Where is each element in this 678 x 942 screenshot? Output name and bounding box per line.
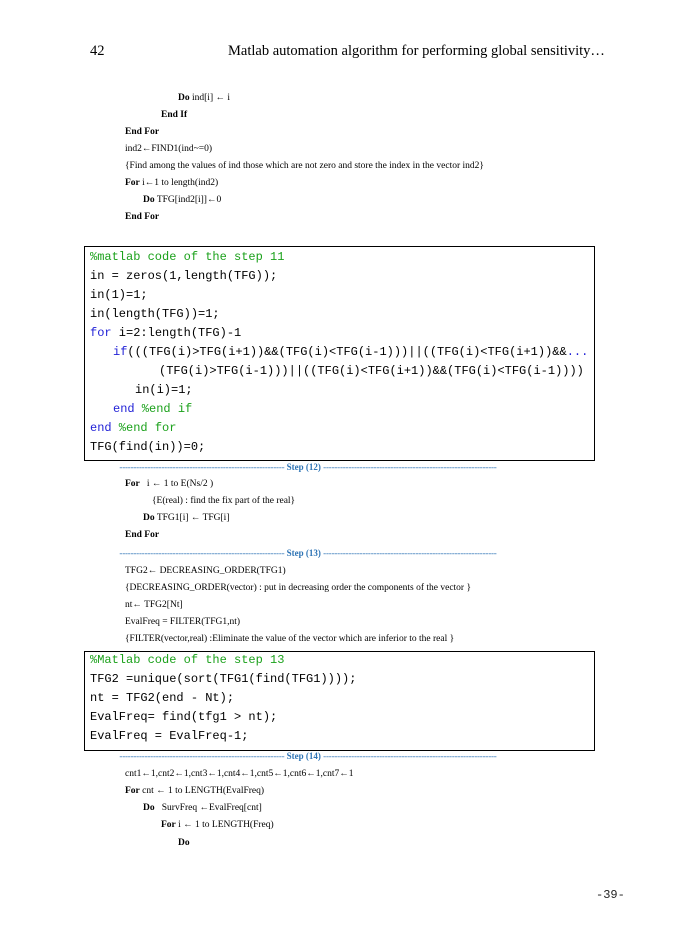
pseudo-line (178, 93, 230, 103)
code-keyword: for (90, 326, 112, 340)
keyword: For (125, 178, 140, 188)
code-line (113, 345, 588, 359)
code-line (113, 402, 192, 416)
code-line: TFG(find(in))=0; (90, 440, 206, 454)
code-comment: %Matlab code of the step 13 (90, 653, 285, 667)
running-title: Matlab automation algorithm for performing global sensitivity… (228, 43, 605, 59)
pseudo-text: TFG1[i] ← TFG[i] (154, 513, 230, 523)
keyword: For (161, 820, 176, 830)
code-text: (((TFG(i)>TFG(i+1))&&(TFG(i)<TFG(i-1)))||((TFG(i)<TFG(i+1))&& (127, 345, 567, 359)
pseudo-line: End For (125, 127, 160, 137)
pseudo-line: cnt1←1,cnt2←1,cnt3←1,cnt4←1,cnt5←1,cnt6←1,cnt7←1 (125, 769, 354, 779)
code-line: in(1)=1; (90, 288, 148, 302)
pseudo-text: i ← 1 to E(Ns/2 ) (139, 479, 214, 489)
code-line: (TFG(i)>TFG(i-1)))||((TFG(i)<TFG(i+1))&&(TFG(i)<TFG(i-1)))) (159, 364, 584, 378)
separator-dashes: -------------------------------------------------------------- (323, 548, 497, 558)
pseudo-line (143, 803, 262, 813)
code-comment: %end for (111, 421, 177, 435)
pseudo-comment: {Find among the values of ind those which are not zero and store the index in the vector ind2} (125, 161, 484, 171)
code-line (90, 326, 241, 340)
pseudo-text: ind[i] ← i (189, 93, 230, 103)
keyword: Do (143, 195, 155, 205)
pseudo-line (125, 178, 218, 188)
pseudo-line: Do (178, 838, 190, 848)
pseudo-line: End For (125, 530, 160, 540)
step-label: Step (14) (284, 751, 324, 761)
pseudo-line: ind2←FIND1(ind~=0) (125, 144, 213, 154)
keyword: For (125, 479, 140, 489)
code-line: EvalFreq= find(tfg1 > nt); (90, 710, 278, 724)
pseudo-text: i←1 to length(ind2) (139, 178, 219, 188)
pseudo-text: i ← 1 to LENGTH(Freq) (175, 820, 274, 830)
pseudo-text: cnt ← 1 to LENGTH(EvalFreq) (139, 786, 265, 796)
pseudo-line: EvalFreq = FILTER(TFG1,nt) (125, 617, 241, 627)
code-text: i=2:length(TFG)-1 (111, 326, 242, 340)
code-comment: %end if (134, 402, 193, 416)
code-keyword: if (113, 345, 128, 359)
step-separator-13 (90, 548, 526, 558)
keyword: Do (143, 513, 155, 523)
code-box-step-11 (84, 246, 595, 461)
pseudo-line (125, 479, 213, 489)
pseudo-line (143, 195, 221, 205)
footer-page-label: -39- (596, 888, 625, 902)
pseudo-line: TFG2← DECREASING_ORDER(TFG1) (125, 566, 286, 576)
keyword: Do (178, 93, 190, 103)
pseudo-comment: {DECREASING_ORDER(vector) : put in decreasing order the components of the vector } (125, 583, 472, 593)
pseudo-comment: {E(real) : find the fix part of the real} (152, 496, 296, 506)
code-line: TFG2 =unique(sort(TFG1(find(TFG1)))); (90, 672, 357, 686)
step-separator-12 (90, 462, 526, 472)
code-line: in(i)=1; (135, 383, 193, 397)
keyword: Do (143, 803, 155, 813)
pseudo-line (143, 513, 229, 523)
pseudo-text: SurvFreq ←EvalFreq[cnt] (154, 803, 262, 813)
code-line: in = zeros(1,length(TFG)); (90, 269, 278, 283)
pseudo-text: TFG[ind2[i]]←0 (154, 195, 222, 205)
page-number: 42 (90, 43, 105, 59)
pseudo-line (125, 786, 264, 796)
code-keyword: end (90, 421, 112, 435)
code-keyword: end (113, 402, 135, 416)
pseudo-line: End For (125, 212, 160, 222)
code-line: nt = TFG2(end - Nt); (90, 691, 235, 705)
separator-dashes: ----------------------------------------------------------- (119, 462, 285, 472)
pseudo-comment: {FILTER(vector,real) :Eliminate the value of the vector which are inferior to the real } (125, 634, 455, 644)
pseudo-line: nt← TFG2[Nt] (125, 600, 183, 610)
code-line: EvalFreq = EvalFreq-1; (90, 729, 249, 743)
separator-dashes: -------------------------------------------------------------- (323, 751, 497, 761)
code-box-step-13 (84, 651, 595, 751)
code-continuation: ... (566, 345, 589, 359)
separator-dashes: ----------------------------------------------------------- (119, 751, 285, 761)
step-label: Step (13) (284, 548, 324, 558)
code-line: in(length(TFG))=1; (90, 307, 220, 321)
code-comment: %matlab code of the step 11 (90, 250, 285, 264)
keyword: For (125, 786, 140, 796)
separator-dashes: -------------------------------------------------------------- (323, 462, 497, 472)
code-line (90, 421, 176, 435)
pseudo-line (161, 820, 274, 830)
separator-dashes: ----------------------------------------------------------- (119, 548, 285, 558)
step-separator-14 (90, 751, 526, 761)
pseudo-line: End If (161, 110, 188, 120)
step-label: Step (12) (284, 462, 324, 472)
